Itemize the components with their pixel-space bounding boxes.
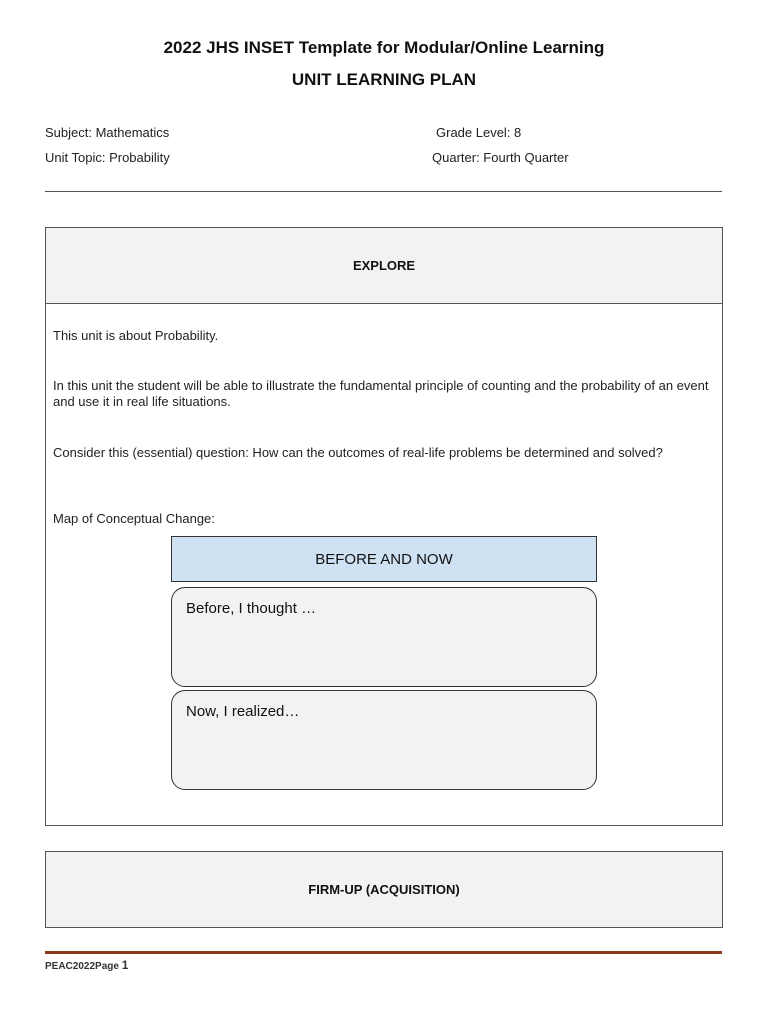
before-and-now-banner bbox=[171, 536, 597, 582]
document-title: 2022 JHS INSET Template for Modular/Online Learning bbox=[163, 38, 605, 57]
footer bbox=[45, 958, 128, 972]
unit-topic-field: Unit Topic: Probability bbox=[45, 150, 170, 165]
before-thought-label: Before, I thought … bbox=[186, 600, 317, 617]
explore-paragraph-1: This unit is about Probability. bbox=[53, 328, 219, 343]
explore-heading: EXPLORE bbox=[352, 258, 416, 273]
footer-divider bbox=[45, 951, 722, 954]
document-subtitle: UNIT LEARNING PLAN bbox=[291, 70, 477, 89]
explore-paragraph-4: Map of Conceptual Change: bbox=[53, 511, 215, 526]
grade-level-field: Grade Level: 8 bbox=[436, 125, 522, 140]
before-and-now-label: BEFORE AND NOW bbox=[315, 550, 453, 568]
now-realized-label: Now, I realized… bbox=[186, 703, 300, 720]
explore-heading-box bbox=[45, 227, 723, 304]
firmup-heading-box bbox=[45, 851, 723, 928]
header-divider bbox=[45, 191, 722, 192]
quarter-field: Quarter: Fourth Quarter bbox=[432, 150, 569, 165]
explore-paragraph-3: Consider this (essential) question: How can the outcomes of real-life problems be determined and solved? bbox=[53, 445, 663, 460]
firmup-heading: FIRM-UP (ACQUISITION) bbox=[308, 882, 460, 897]
subject-field: Subject: Mathematics bbox=[45, 125, 170, 140]
page-number: 1 bbox=[121, 958, 129, 972]
footer-label: PEAC2022Page bbox=[45, 961, 119, 972]
now-realized-box[interactable] bbox=[171, 690, 597, 790]
before-thought-box[interactable] bbox=[171, 587, 597, 687]
explore-paragraph-2: In this unit the student will be able to illustrate the fundamental principle of counting and the probability of an event and use it in real life situations. bbox=[53, 378, 709, 409]
